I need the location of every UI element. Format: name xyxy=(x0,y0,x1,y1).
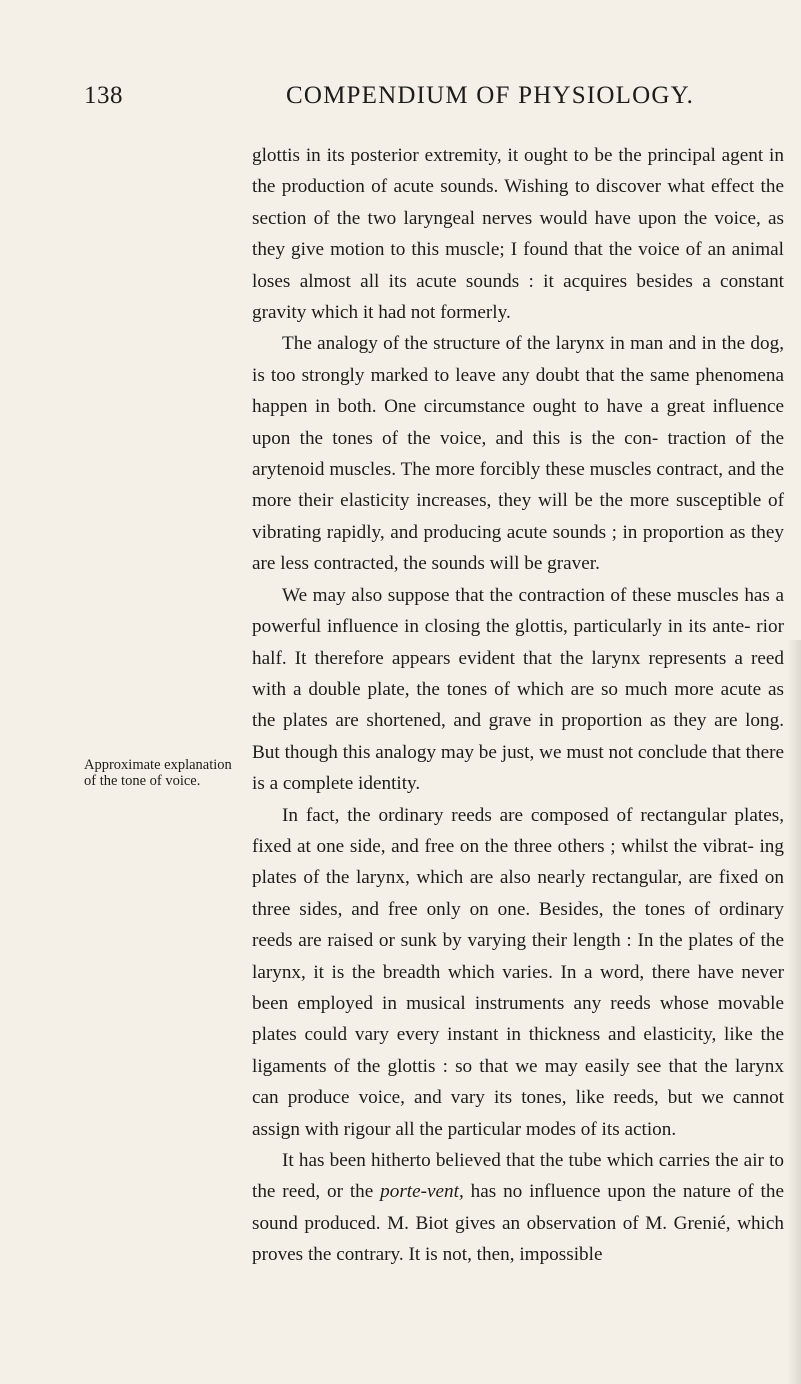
paragraph-larynx-analogy: The analogy of the structure of the larynx in man and in the dog, is too strongly marked to leave any doubt that the same phenomena happen in both. One circumstance ought to have a great influence upon the tones of the voice, and this is the con- traction of the arytenoid muscles. The more forcibly these muscles contract, and the more their elasticity increases, they will be the more susceptible of vibrating rapidly, and producing acute sounds ; in proportion as they are less contracted, the sounds will be graver. xyxy=(252,333,784,575)
running-head xyxy=(0,82,801,118)
page-number: 138 xyxy=(84,82,123,109)
paragraph-contraction: We may also suppose that the contraction of these muscles has a powerful influence in closing the glottis, particularly in its ante- rior half. It therefore appears evident that the larynx represents a reed with a double plate, the tones of which are so much more acute as the plates are shortened, and grave in proportion as they are long. But though this analogy may be just, we must not conclude that there is a complete identity. xyxy=(252,584,784,795)
marginal-note: Approximate explanation of the tone of voice. xyxy=(84,757,232,789)
paragraph-porte-vent-lead: It has been hitherto believed that the tube which carries the air to the reed, or the xyxy=(252,1150,784,1203)
body-text xyxy=(252,140,784,1271)
paragraph-porte-vent-tail: has no influence upon the nature of the sound produced. M. Biot gives an observation of M. Grenié, which proves the contrary. It is not, then, impossible xyxy=(252,1181,784,1266)
page-edge-shadow xyxy=(787,640,801,1384)
paragraph-continuation: glottis in its posterior extremity, it ought to be the principal agent in the production of acute sounds. Wishing to discover what effect the section of the two laryngeal nerves would have upon the voice, as they give motion to this muscle; I found that the voice of an animal loses almost all its acute sounds : it acquires besides a constant gravity which it had not formerly. xyxy=(252,145,784,324)
running-title: COMPENDIUM OF PHYSIOLOGY. xyxy=(286,82,695,109)
paragraph-ordinary-reeds: In fact, the ordinary reeds are composed of rectangular plates, fixed at one side, and free on the three others ; whilst the vibrat- ing plates of the larynx, which are also nearly rectangular, are fixed on three sides, and free only on one. Besides, the tones of ordinary reeds are raised or sunk by varying their length : In the plates of the larynx, it is the breadth which varies. In a word, there have never been employed in musical instruments any reeds whose movable plates could vary every instant in thickness and elasticity, like the ligaments of the glottis : so that we may easily see that the larynx can produce voice, and vary its tones, like reeds, but we cannot assign with rigour all the particular modes of its action. xyxy=(252,804,784,1140)
paragraph-porte-vent xyxy=(252,1145,784,1271)
term-porte-vent: porte-vent, xyxy=(380,1181,464,1203)
